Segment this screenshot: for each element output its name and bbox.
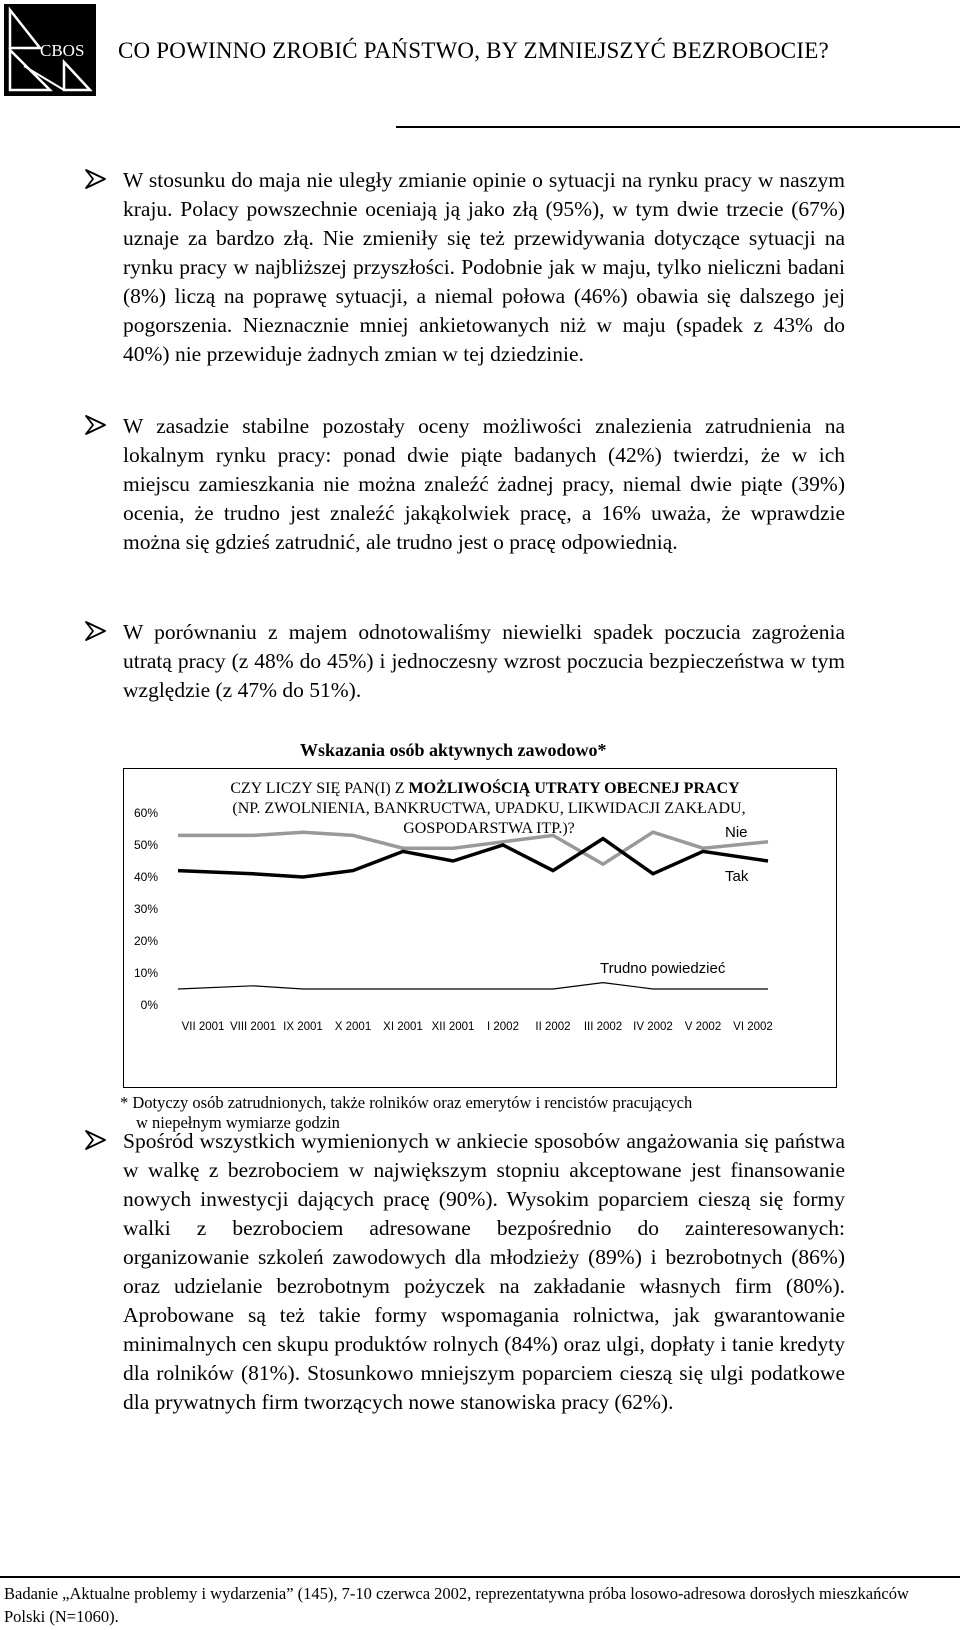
bullet-paragraph	[83, 618, 845, 705]
page-footer: Badanie „Aktualne problemy i wydarzenia” (145), 7-10 czerwca 2002, reprezentatywna próba losowo-adresowa dorosłych mieszkańców Polski (N=1060).	[4, 1584, 909, 1626]
header-rule	[396, 126, 960, 128]
x-tick-label: V 2002	[684, 1021, 722, 1033]
series-label: Trudno powiedzieć	[600, 960, 726, 977]
document-title: CO POWINNO ZROBIĆ PAŃSTWO, BY ZMNIEJSZYĆ BEZROBOCIE?	[118, 38, 829, 63]
y-tick-label: 0%	[140, 998, 158, 1012]
bullet-text: W stosunku do maja nie uległy zmianie opinie o sytuacji na rynku pracy w naszym kraju. Polacy powszechnie oceniają ją jako złą (95%), w tym dwie trzecie (67%) uznaje za bardzo złą. Nie zmieniły się też przewidywania dotyczące sytuacji na rynku pracy w najbliższej przyszłości. Podobnie jak w maju, tylko nieliczni badani (8%) liczą na poprawę sytuacji, a niemal połowa (46%) obawia się dalszego jej pogorszenia. Nieznacznie mniej ankietowanych niż w maju (spadek z 43% do 40%) nie przewiduje żadnych zmian w tej dziedzinie.	[123, 168, 845, 366]
footnote-line2: w niepełnym wymiarze godzin	[136, 1113, 340, 1132]
series-label: Tak	[725, 868, 749, 885]
chart-question-line2: (NP. ZWOLNIENIA, BANKRUCTWA, UPADKU, LIKWIDACJI ZAKŁADU,	[232, 800, 746, 817]
x-tick-label: I 2002	[487, 1021, 519, 1033]
chart-heading: Wskazania osób aktywnych zawodowo*	[300, 740, 607, 760]
x-tick-label: XII 2001	[431, 1021, 475, 1033]
y-tick-label: 20%	[133, 934, 158, 948]
x-tick-label: IV 2002	[633, 1021, 673, 1033]
bullet-text: W zasadzie stabilne pozostały oceny możliwości znalezienia zatrudnienia na lokalnym rynku pracy: ponad dwie piąte badanych (42%) twierdzi, że w ich miejscu zamieszkania nie można znaleźć żadnej pracy, niemal dwie piąte (39%) ocenia, że trudno jest znaleźć jakąkolwiek pracę, a 16% uważa, że wprawdzie można się gdzieś zatrudnić, ale trudno jest o pracę odpowiednią.	[123, 414, 845, 554]
x-tick-label: VIII 2001	[229, 1021, 277, 1033]
x-tick-label: III 2002	[583, 1021, 623, 1033]
bullet-paragraph	[83, 166, 845, 369]
bullet-paragraph	[83, 1127, 845, 1417]
cbos-logo	[4, 4, 96, 96]
chart-question-bold: MOŻLIWOŚCIĄ UTRATY OBECNEJ PRACY	[408, 780, 740, 797]
x-axis	[182, 1021, 773, 1033]
y-tick-label: 10%	[133, 966, 158, 980]
y-axis	[134, 806, 158, 1012]
chart-question-plain: CZY LICZY SIĘ PAN(I) Z	[230, 780, 409, 797]
footnote-line1: * Dotyczy osób zatrudnionych, także rolników oraz emerytów i rencistów pracujących	[120, 1093, 693, 1112]
y-tick-label: 40%	[133, 870, 158, 884]
y-tick-label: 50%	[133, 838, 158, 852]
arrow-bullet-icon	[83, 168, 109, 190]
bullet-text: Spośród wszystkich wymienionych w ankiecie sposobów angażowania się państwa w walkę z bezrobociem w największym stopniu akceptowane jest finansowanie nowych inwestycji dających pracę (90%). Wysokim poparciem cieszą się formy walki z bezrobociem adresowane bezpośrednio do zainteresowanych: organizowanie szkoleń zawodowych dla młodzieży (89%) i bezrobotnych (86%) oraz udzielanie bezrobotnym pożyczek na zakładanie własnych firm (80%). Aprobowane są też takie formy wspomagania rolnictwa, jak gwarantowanie minimalnych cen skupu produktów rolnych (84%) oraz ulgi, dopłaty i tanie kredyty dla rolników (81%). Stosunkowo mniejszym poparciem cieszą się ulgi podatkowe dla prywatnych firm tworzących nowe stanowiska pracy (62%).	[123, 1129, 845, 1414]
arrow-bullet-icon	[83, 414, 109, 436]
logo-text: CBOS	[40, 41, 85, 60]
line-chart	[123, 768, 837, 1088]
x-tick-label: VI 2002	[733, 1021, 773, 1033]
chart-question-line1	[230, 778, 740, 797]
x-tick-label: IX 2001	[283, 1021, 323, 1033]
bullet-paragraph	[83, 412, 845, 557]
series-line-2	[178, 983, 768, 989]
arrow-bullet-icon	[83, 620, 109, 642]
series-line-0	[178, 832, 768, 864]
x-tick-label: XI 2001	[383, 1021, 423, 1033]
y-tick-label: 30%	[133, 902, 158, 916]
series-label: Nie	[725, 824, 748, 841]
y-tick-label: 60%	[133, 806, 158, 820]
bullet-text: W porównaniu z majem odnotowaliśmy niewielki spadek poczucia zagrożenia utratą pracy (z 48% do 45%) i jednoczesny wzrost poczucia bezpieczeństwa w tym względzie (z 47% do 51%).	[123, 620, 845, 702]
footer-rule	[0, 1576, 960, 1578]
x-tick-label: X 2001	[334, 1021, 372, 1033]
x-tick-label: II 2002	[535, 1021, 571, 1033]
chart-question-line3: GOSPODARSTWA ITP.)?	[403, 820, 575, 837]
arrow-bullet-icon	[83, 1129, 109, 1151]
x-tick-label: VII 2001	[181, 1021, 225, 1033]
